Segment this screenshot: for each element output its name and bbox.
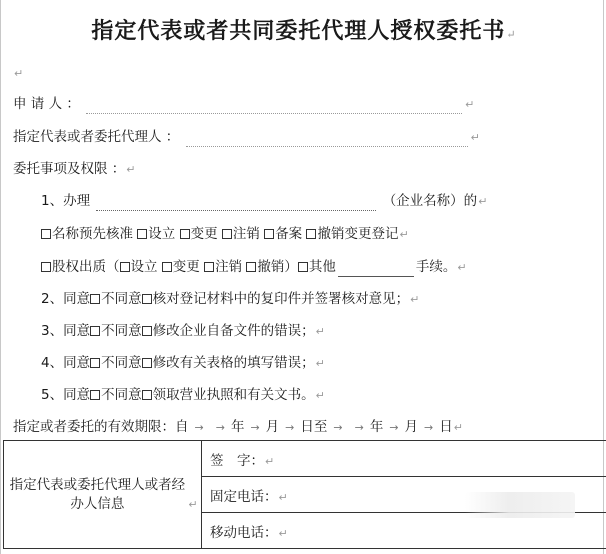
paragraph-mark: ↵ bbox=[315, 389, 325, 402]
other-field[interactable] bbox=[338, 262, 414, 277]
agent-field[interactable] bbox=[186, 135, 468, 147]
option-label: 变更 bbox=[190, 226, 218, 242]
agree-label: 同意 bbox=[63, 291, 91, 307]
agree-label: 同意 bbox=[63, 355, 91, 371]
checkbox-agree[interactable] bbox=[90, 294, 100, 304]
agent-line bbox=[13, 128, 480, 147]
title-text: 指定代表或者共同委托代理人授权委托书 bbox=[91, 18, 506, 44]
agent-info-label-cell bbox=[4, 441, 202, 549]
item-text: 修改有关表格的填写错误； bbox=[152, 355, 315, 371]
day-to-label: 日至 bbox=[300, 419, 328, 435]
option-label: 注销 bbox=[232, 226, 260, 242]
checkbox-pledge-establish[interactable] bbox=[120, 262, 130, 272]
option-label: 撤销变更登记 bbox=[317, 226, 399, 242]
validity-line bbox=[13, 418, 463, 437]
checkbox-disagree[interactable] bbox=[142, 358, 152, 368]
tab-arrow-icon: → bbox=[354, 421, 364, 434]
mobile-label: 移动电话： bbox=[210, 524, 278, 541]
option-label: 备案 bbox=[275, 226, 303, 242]
checkbox-disagree[interactable] bbox=[142, 294, 152, 304]
paragraph-mark: ↵ bbox=[410, 293, 420, 306]
paragraph-mark: ↵ bbox=[278, 490, 288, 504]
checkbox-equity-pledge[interactable] bbox=[41, 262, 51, 272]
agree-label: 同意 bbox=[63, 323, 91, 339]
disagree-label: 不同意 bbox=[101, 355, 142, 371]
applicant-label: 申 请 人 ： bbox=[13, 96, 80, 112]
matters-label: 委托事项及权限 ： bbox=[13, 161, 126, 177]
disagree-label: 不同意 bbox=[101, 323, 142, 339]
checkbox-establish[interactable] bbox=[137, 229, 147, 239]
option-label: 撤销 bbox=[257, 259, 285, 275]
tab-arrow-icon: → bbox=[424, 421, 434, 434]
tab-arrow-icon: → bbox=[250, 421, 260, 434]
agent-info-label: 指定代表或委托代理人或者经办人信息 bbox=[9, 476, 186, 512]
item1-prefix: 1、办理 bbox=[41, 193, 91, 209]
matters-line bbox=[13, 160, 136, 179]
paragraph-mark: ↵ bbox=[478, 195, 488, 208]
option-label: 股权出质（ bbox=[52, 259, 120, 275]
disagree-label: 不同意 bbox=[101, 387, 142, 403]
consent-item-3 bbox=[41, 322, 325, 341]
signature-field[interactable] bbox=[202, 441, 606, 477]
checkbox-agree[interactable] bbox=[90, 390, 100, 400]
option-label: 设立 bbox=[130, 259, 158, 275]
paragraph-mark: ↵ bbox=[399, 228, 409, 241]
tab-arrow-icon: → bbox=[194, 421, 204, 434]
item-text: 修改企业自备文件的错误； bbox=[152, 323, 315, 339]
checkbox-pledge-revoke[interactable] bbox=[246, 262, 256, 272]
paragraph-mark: ↵ bbox=[188, 497, 198, 511]
signature-label: 签 字： bbox=[210, 452, 264, 469]
item1-suffix: （企业名称）的 bbox=[382, 193, 478, 209]
item-number: 4、 bbox=[41, 355, 64, 371]
paragraph-mark: ↵ bbox=[14, 67, 24, 80]
paragraph-mark: ↵ bbox=[457, 261, 467, 274]
day-label: 日 bbox=[439, 419, 453, 435]
checkbox-agree[interactable] bbox=[90, 326, 100, 336]
option-label: 注销 bbox=[215, 259, 243, 275]
option-label: 名称预先核准 bbox=[52, 226, 133, 242]
checkbox-cancel[interactable] bbox=[222, 229, 232, 239]
option-tail: 手续。 bbox=[415, 259, 457, 275]
paragraph-mark: ↵ bbox=[470, 131, 480, 144]
consent-item-2 bbox=[41, 290, 419, 309]
item-text: 核对登记材料中的复印件并签署核对意见； bbox=[152, 291, 410, 307]
paragraph-mark: ↵ bbox=[465, 98, 475, 111]
document-title bbox=[1, 14, 606, 45]
checkbox-revoke-change[interactable] bbox=[306, 229, 316, 239]
item1-line bbox=[41, 192, 487, 211]
option-label: 设立 bbox=[148, 226, 176, 242]
checkbox-record[interactable] bbox=[264, 229, 274, 239]
option-label: 其他 bbox=[308, 259, 336, 275]
checkbox-disagree[interactable] bbox=[142, 390, 152, 400]
item-text: 领取营业执照和有关文书。 bbox=[152, 387, 315, 403]
tab-arrow-icon: → bbox=[389, 421, 399, 434]
checkbox-name-approval[interactable] bbox=[41, 229, 51, 239]
month-label: 月 bbox=[265, 419, 280, 435]
item-number: 2、 bbox=[41, 291, 64, 307]
tab-arrow-icon: → bbox=[285, 421, 295, 434]
validity-label: 指定或者委托的有效期限：自 bbox=[13, 419, 189, 435]
month-label: 月 bbox=[404, 419, 419, 435]
agree-label: 同意 bbox=[63, 387, 91, 403]
checkbox-pledge-cancel[interactable] bbox=[204, 262, 214, 272]
company-name-field[interactable] bbox=[96, 198, 376, 211]
item-number: 3、 bbox=[41, 323, 64, 339]
checkbox-agree[interactable] bbox=[90, 358, 100, 368]
paragraph-mark: ↵ bbox=[278, 526, 288, 540]
consent-item-4 bbox=[41, 354, 325, 373]
options-row1 bbox=[41, 225, 409, 244]
landline-label: 固定电话： bbox=[210, 488, 278, 505]
tab-arrow-icon: → bbox=[333, 421, 343, 434]
option-label: ） bbox=[284, 259, 298, 275]
paragraph-mark: ↵ bbox=[315, 357, 325, 370]
checkbox-disagree[interactable] bbox=[142, 326, 152, 336]
item-number: 5、 bbox=[41, 387, 64, 403]
agent-label: 指定代表或者委托代理人 ： bbox=[13, 129, 180, 145]
disagree-label: 不同意 bbox=[101, 291, 142, 307]
consent-item-5 bbox=[41, 386, 325, 405]
applicant-line bbox=[13, 95, 474, 114]
checkbox-change[interactable] bbox=[180, 229, 190, 239]
paragraph-mark: ↵ bbox=[315, 325, 325, 338]
option-label: 变更 bbox=[172, 259, 200, 275]
paragraph-mark: ↵ bbox=[453, 421, 463, 434]
paragraph-mark: ↵ bbox=[126, 163, 136, 176]
paragraph-mark: ↵ bbox=[265, 454, 275, 468]
blank-line bbox=[13, 64, 23, 83]
year-label: 年 bbox=[230, 419, 245, 435]
options-row2 bbox=[41, 258, 467, 277]
checkbox-pledge-change[interactable] bbox=[162, 262, 172, 272]
paragraph-mark: ↵ bbox=[506, 28, 517, 41]
watermark-blur bbox=[465, 492, 575, 518]
applicant-field[interactable] bbox=[86, 102, 462, 114]
checkbox-other[interactable] bbox=[298, 262, 308, 272]
year-label: 年 bbox=[369, 419, 384, 435]
tab-arrow-icon: → bbox=[215, 421, 225, 434]
